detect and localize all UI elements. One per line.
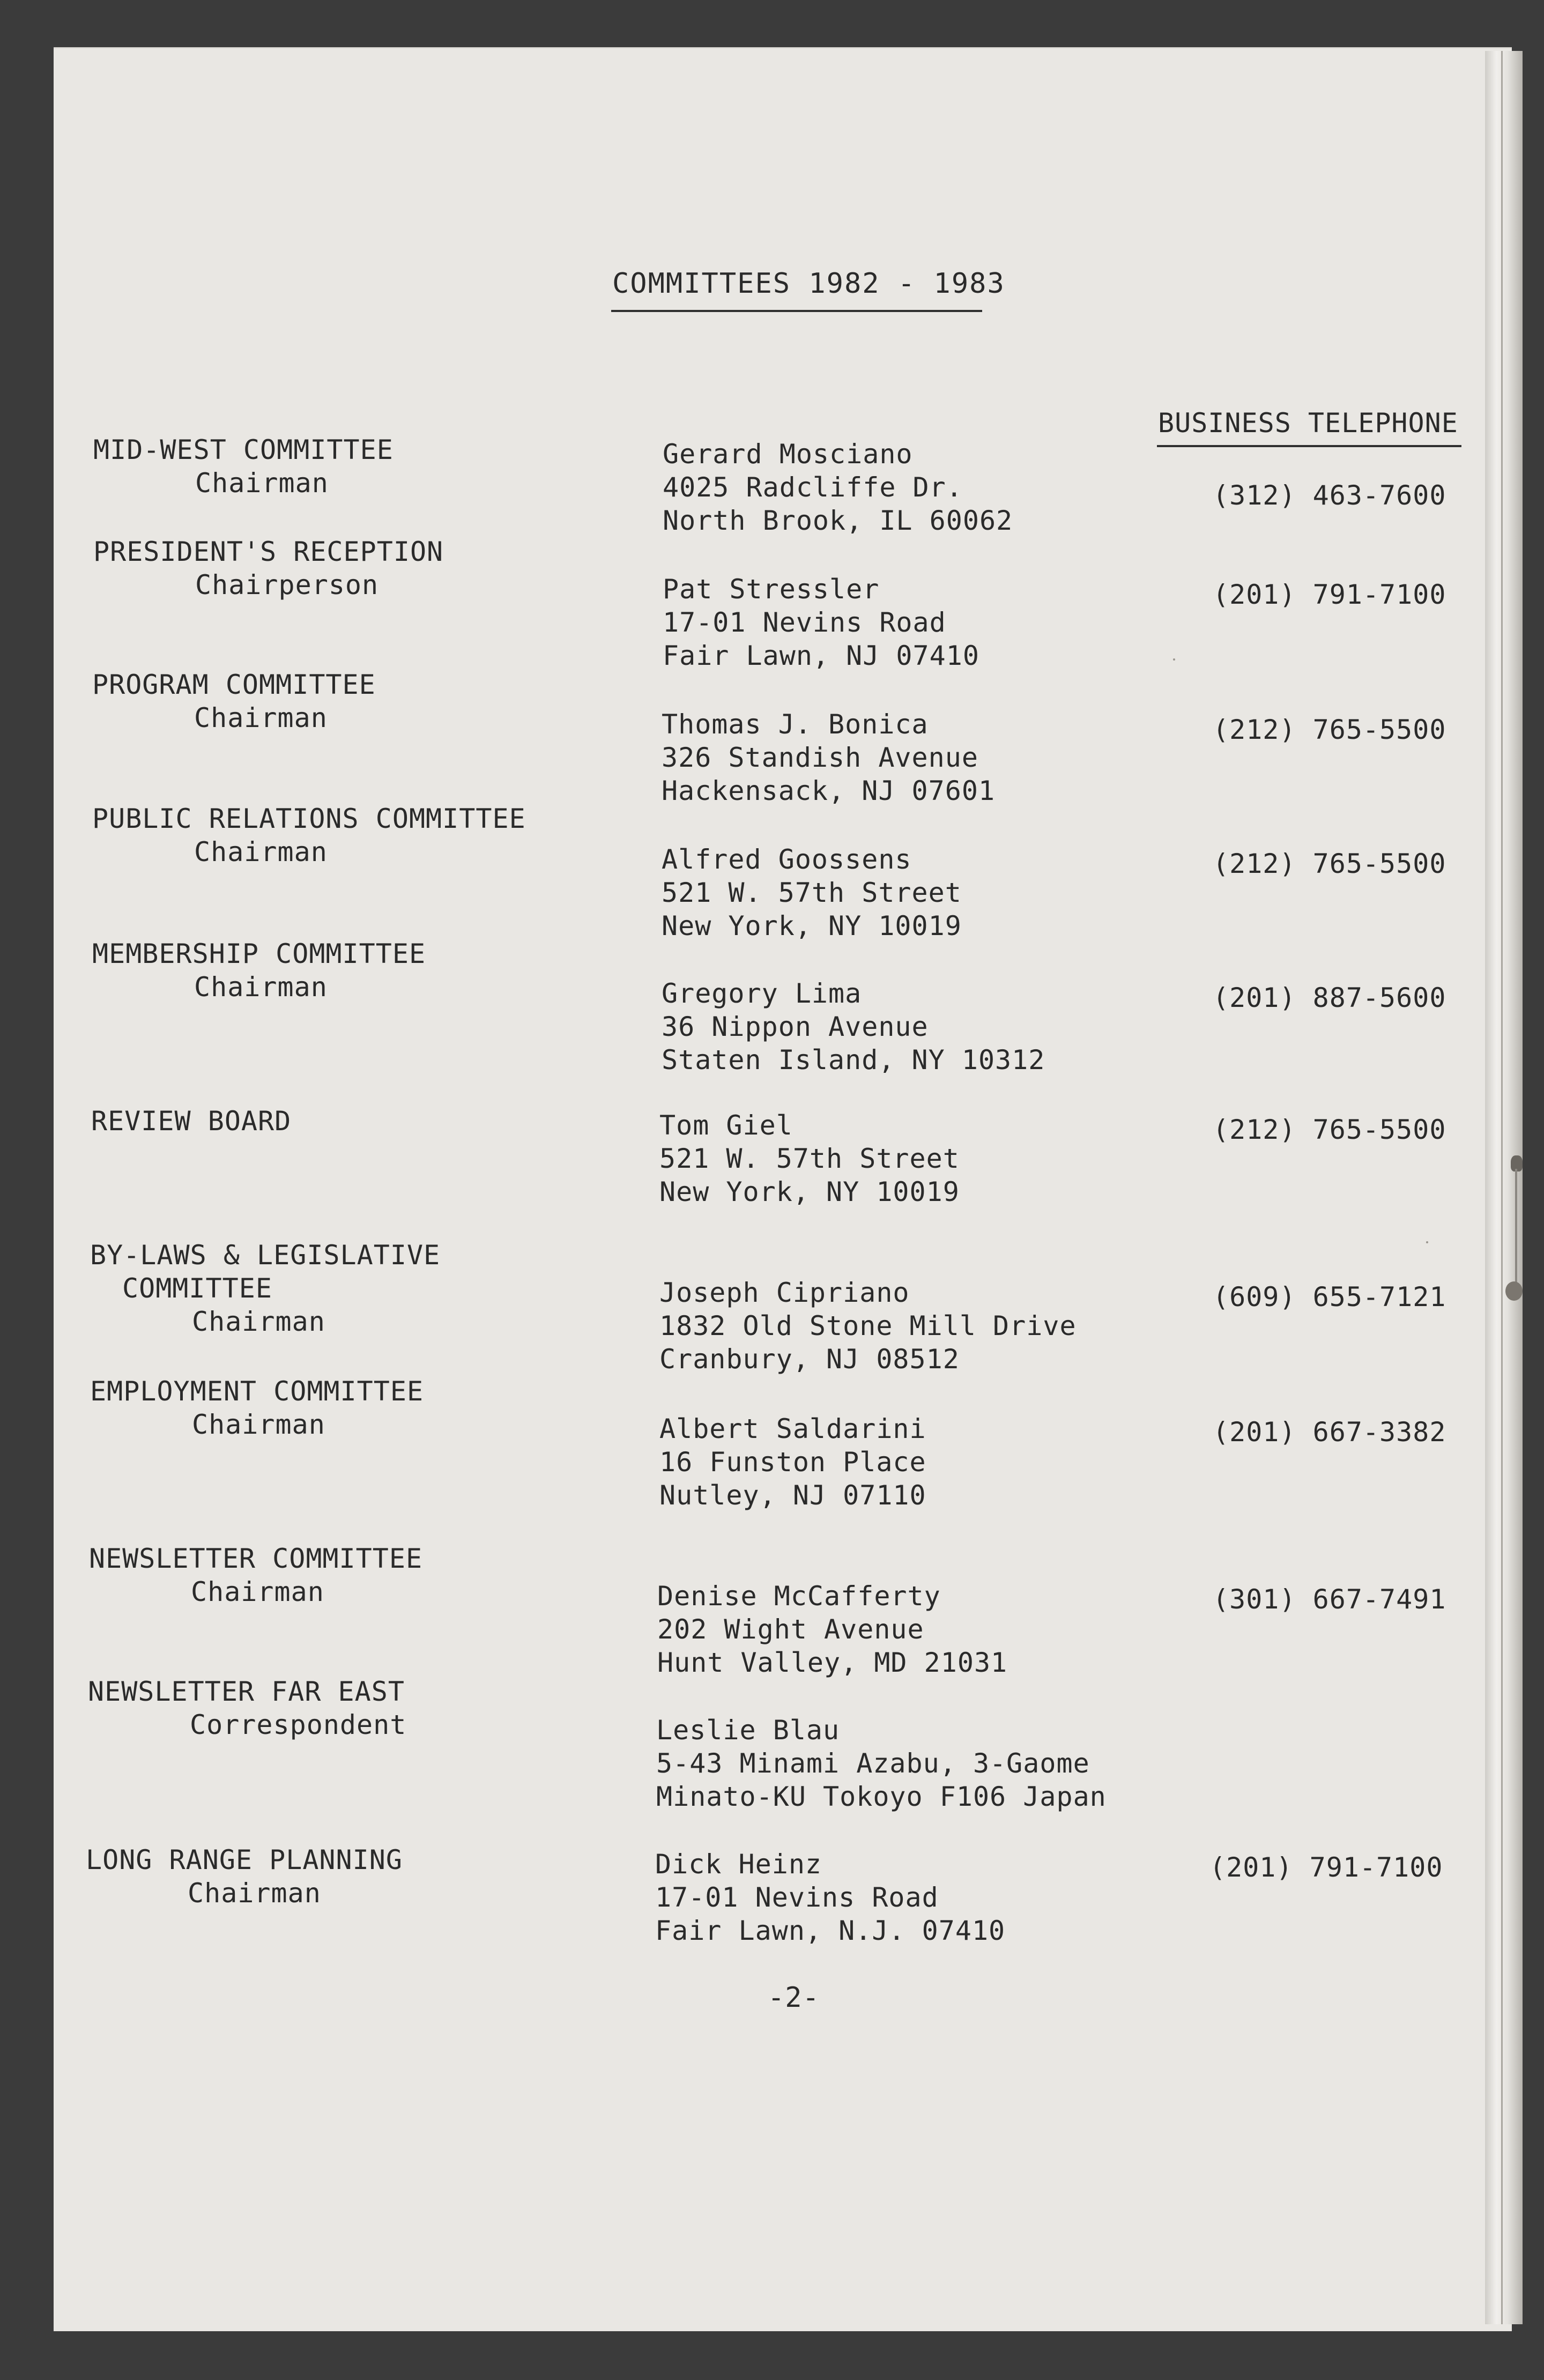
column-header-underline <box>1157 445 1461 447</box>
committee-phone: (301) 667-7491 <box>1213 1584 1446 1615</box>
committee-contact: Pat Stressler 17-01 Nevins Road Fair Lawn, NJ 07410 <box>663 574 979 671</box>
committee-phone: (201) 887-5600 <box>1213 982 1446 1013</box>
document-title: COMMITTEES 1982 - 1983 <box>612 268 1005 300</box>
committee-contact: Tom Giel 521 W. 57th Street New York, NY 10019 <box>659 1110 960 1207</box>
committee-name: PUBLIC RELATIONS COMMITTEE Chairman <box>92 803 526 868</box>
committee-contact: Thomas J. Bonica 326 Standish Avenue Hackensack, NJ 07601 <box>662 709 996 806</box>
title-underline <box>611 310 982 312</box>
committee-name: LONG RANGE PLANNING Chairman <box>86 1844 403 1909</box>
committee-name: BY-LAWS & LEGISLATIVE COMMITTEE Chairman <box>90 1240 441 1337</box>
committee-phone: (201) 791-7100 <box>1209 1852 1443 1883</box>
committee-phone: (212) 765-5500 <box>1213 1114 1446 1145</box>
committee-name: MID-WEST COMMITTEE Chairman <box>93 434 394 499</box>
committee-contact: Denise McCafferty 202 Wight Avenue Hunt Valley, MD 21031 <box>657 1581 1008 1678</box>
committee-phone: (609) 655-7121 <box>1213 1281 1446 1313</box>
committee-contact: Joseph Cipriano 1832 Old Stone Mill Drive Cranbury, NJ 08512 <box>659 1277 1077 1375</box>
committee-name: PRESIDENT'S RECEPTION Chairperson <box>93 536 444 600</box>
committee-contact: Gregory Lima 36 Nippon Avenue Staten Island, NY 10312 <box>662 978 1045 1076</box>
page-number: -2- <box>768 1982 820 2014</box>
column-header-business-telephone: BUSINESS TELEPHONE <box>1158 407 1458 439</box>
committee-contact: Leslie Blau 5-43 Minami Azabu, 3-Gaome Minato-KU Tokoyo F106 Japan <box>656 1715 1107 1812</box>
committee-contact: Albert Saldarini 16 Funston Place Nutley, NJ 07110 <box>659 1413 926 1511</box>
committee-phone: (212) 765-5500 <box>1213 848 1446 879</box>
committee-name: REVIEW BOARD <box>91 1106 292 1137</box>
committee-phone: (312) 463-7600 <box>1213 480 1446 511</box>
committee-name: NEWSLETTER FAR EAST Correspondent <box>88 1676 407 1740</box>
staple-clinch-icon <box>1505 1281 1523 1301</box>
committee-name: MEMBERSHIP COMMITTEE Chairman <box>92 938 426 1003</box>
committee-contact: Gerard Mosciano 4025 Radcliffe Dr. North Brook, IL 60062 <box>663 439 1013 536</box>
committee-name: EMPLOYMENT COMMITTEE Chairman <box>90 1376 424 1440</box>
paper-speck <box>1426 1241 1428 1243</box>
committee-contact: Dick Heinz 17-01 Nevins Road Fair Lawn, N.J. 07410 <box>655 1849 1006 1946</box>
committee-contact: Alfred Goossens 521 W. 57th Street New York, NY 10019 <box>662 844 962 941</box>
committee-phone: (201) 791-7100 <box>1213 579 1446 610</box>
committee-name: NEWSLETTER COMMITTEE Chairman <box>89 1543 423 1607</box>
paper-speck <box>1173 658 1175 661</box>
committee-phone: (212) 765-5500 <box>1213 714 1446 745</box>
committee-name: PROGRAM COMMITTEE Chairman <box>92 669 376 733</box>
committee-phone: (201) 667-3382 <box>1213 1417 1446 1448</box>
staple-wire <box>1515 1169 1517 1292</box>
page-fold <box>1501 51 1503 2324</box>
